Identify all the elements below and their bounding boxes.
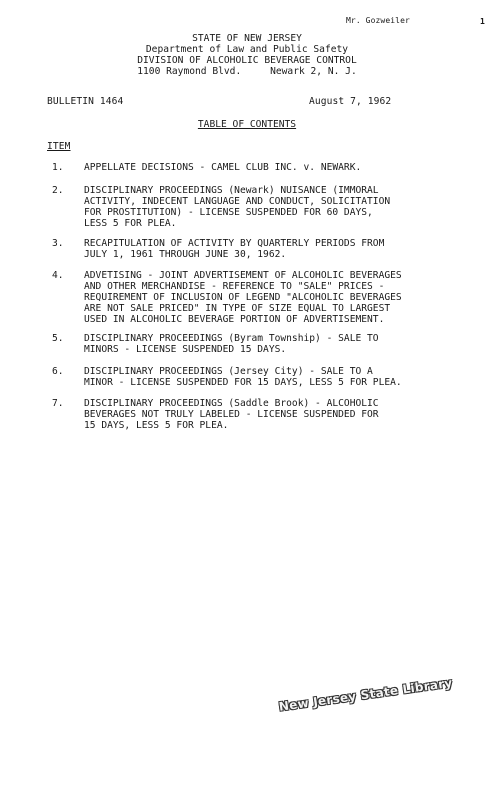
item-heading: ITEM xyxy=(47,141,71,152)
header-department: Department of Law and Public Safety xyxy=(145,44,349,55)
item-line: DISCIPLINARY PROCEEDINGS (Byram Township) - SALE TO xyxy=(84,333,379,344)
item-line: MINOR - LICENSE SUSPENDED FOR 15 DAYS, LESS 5 FOR PLEA. xyxy=(84,377,402,388)
list-item xyxy=(84,162,484,173)
item-line: BEVERAGES NOT TRULY LABELED - LICENSE SUSPENDED FOR xyxy=(84,409,379,420)
item-line: ARE NOT SALE PRICED" IN TYPE OF SIZE EQUAL TO LARGEST xyxy=(84,303,391,314)
bulletin-date: August 7, 1962 xyxy=(309,96,392,107)
list-item xyxy=(84,185,484,229)
item-number: 6. xyxy=(52,366,64,377)
corner-mark: 1 xyxy=(480,17,485,26)
library-stamp: New Jersey State Library xyxy=(278,675,454,714)
list-item xyxy=(84,270,484,325)
item-line: LESS 5 FOR PLEA. xyxy=(84,218,177,229)
list-item xyxy=(84,366,484,388)
list-item xyxy=(84,398,484,431)
item-line: 15 DAYS, LESS 5 FOR PLEA. xyxy=(84,420,229,431)
item-number: 3. xyxy=(52,238,64,249)
item-line: ADVETISING - JOINT ADVERTISEMENT OF ALCOHOLIC BEVERAGES xyxy=(84,270,402,281)
item-line: ACTIVITY, INDECENT LANGUAGE AND CONDUCT, SOLICITATION xyxy=(84,196,391,207)
item-line: USED IN ALCOHOLIC BEVERAGE PORTION OF ADVERTISEMENT. xyxy=(84,314,385,325)
item-line: MINORS - LICENSE SUSPENDED 15 DAYS. xyxy=(84,344,287,355)
item-line: REQUIREMENT OF INCLUSION OF LEGEND "ALCOHOLIC BEVERAGES xyxy=(84,292,402,303)
header-state: STATE OF NEW JERSEY xyxy=(192,33,302,44)
item-line: FOR PROSTITUTION) - LICENSE SUSPENDED FOR 60 DAYS, xyxy=(84,207,373,218)
item-line: AND OTHER MERCHANDISE - REFERENCE TO "SALE" PRICES - xyxy=(84,281,385,292)
item-number: 2. xyxy=(52,185,64,196)
item-number: 4. xyxy=(52,270,64,281)
list-item xyxy=(84,333,484,355)
item-line: JULY 1, 1961 THROUGH JUNE 30, 1962. xyxy=(84,249,287,260)
list-item xyxy=(84,238,484,260)
item-line: DISCIPLINARY PROCEEDINGS (Jersey City) - SALE TO A xyxy=(84,366,373,377)
header-address: 1100 Raymond Blvd. Newark 2, N. J. xyxy=(137,66,357,77)
item-line: DISCIPLINARY PROCEEDINGS (Newark) NUISANCE (IMMORAL xyxy=(84,185,379,196)
item-line: APPELLATE DECISIONS - CAMEL CLUB INC. v. NEWARK. xyxy=(84,162,362,173)
item-number: 1. xyxy=(52,162,64,173)
item-line: RECAPITULATION OF ACTIVITY BY QUARTERLY PERIODS FROM xyxy=(84,238,385,249)
bulletin-number: BULLETIN 1464 xyxy=(47,96,124,107)
item-number: 5. xyxy=(52,333,64,344)
item-number: 7. xyxy=(52,398,64,409)
item-line: DISCIPLINARY PROCEEDINGS (Saddle Brook) - ALCOHOLIC xyxy=(84,398,379,409)
toc-title: TABLE OF CONTENTS xyxy=(197,119,297,130)
recipient-note: Mr. Gozweiler xyxy=(346,16,410,25)
header-division: DIVISION OF ALCOHOLIC BEVERAGE CONTROL xyxy=(137,55,357,66)
